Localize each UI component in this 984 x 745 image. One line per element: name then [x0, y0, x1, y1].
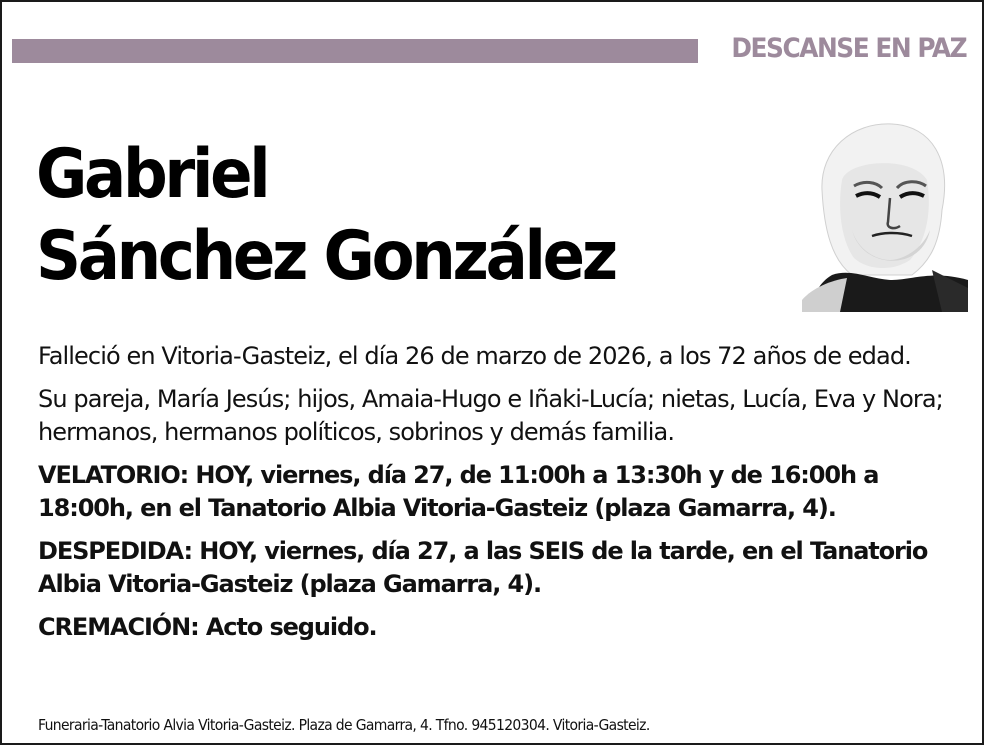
portrait-photo [792, 110, 968, 312]
portrait-image-icon [792, 110, 968, 312]
first-name: Gabriel [36, 135, 268, 214]
cremacion-info: CREMACIÓN: Acto seguido. [38, 613, 377, 641]
family-list: Su pareja, María Jesús; hijos, Amaia-Hugo e Iñaki-Lucía; nietas, Lucía, Eva y Nora; hermanos, hermanos políticos, sobrinos y demás familia. [38, 385, 943, 446]
despedida-info: DESPEDIDA: HOY, viernes, día 27, a las SEIS de la tarde, en el Tanatorio Albia Vitoria-Gasteiz (plaza Gamarra, 4). [38, 537, 928, 598]
velatorio-info: VELATORIO: HOY, viernes, día 27, de 11:00h a 13:30h y de 16:00h a 18:00h, en el Tanatorio Albia Vitoria-Gasteiz (plaza Gamarra, 4). [38, 461, 879, 522]
notice-body [38, 340, 958, 654]
surnames: Sánchez González [36, 217, 615, 296]
death-announcement: Falleció en Vitoria-Gasteiz, el día 26 de marzo de 2026, a los 72 años de edad. [38, 342, 911, 370]
header-bar [12, 39, 698, 63]
funeral-home-footer: Funeraria-Tanatorio Alvia Vitoria-Gasteiz. Plaza de Gamarra, 4. Tfno. 945120304. Vitoria-Gasteiz. [38, 716, 650, 734]
section-label: DESCANSE EN PAZ [731, 33, 966, 64]
deceased-name [36, 134, 615, 298]
